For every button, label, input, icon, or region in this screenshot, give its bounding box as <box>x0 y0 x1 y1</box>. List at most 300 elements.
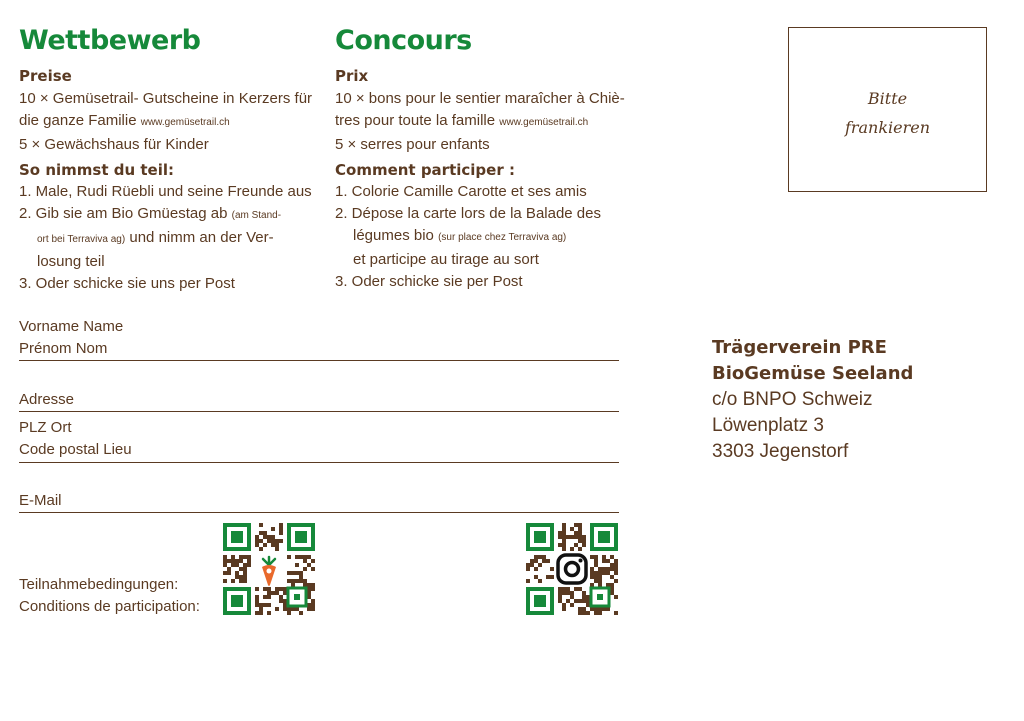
qr-module <box>562 531 566 535</box>
qr-module <box>303 567 307 571</box>
qr-module <box>263 587 267 591</box>
name-label-de: Vorname Name <box>19 318 124 335</box>
qr-module <box>291 583 295 587</box>
qr-module <box>283 591 287 595</box>
recipient-line-3: c/o BNPO Schweiz <box>712 389 873 410</box>
qr-module <box>606 607 610 611</box>
how-heading-fr: Comment participer : <box>335 161 515 179</box>
qr-module <box>562 547 566 551</box>
qr-module <box>610 591 614 595</box>
qr-finder <box>225 525 249 549</box>
qr-module <box>239 567 243 571</box>
qr-module <box>255 539 259 543</box>
qr-module <box>295 555 299 559</box>
qr-module <box>239 579 243 583</box>
qr-module <box>283 599 287 603</box>
qr-module <box>227 567 231 571</box>
qr-module <box>566 535 570 539</box>
qr-module <box>614 559 618 563</box>
qr-module <box>590 571 594 575</box>
qr-module <box>295 571 299 575</box>
qr-finder <box>528 589 552 613</box>
qr-module <box>231 559 235 563</box>
qr-module <box>255 595 259 599</box>
qr-module <box>546 559 550 563</box>
zip-line <box>19 462 619 463</box>
qr-module <box>263 535 267 539</box>
step2-fr-b <box>335 225 601 249</box>
qr-module <box>311 607 315 611</box>
qr-module <box>582 607 586 611</box>
zip-label-fr: Code postal Lieu <box>19 441 132 458</box>
qr-module <box>223 555 227 559</box>
qr-module <box>574 523 578 527</box>
qr-module <box>307 603 311 607</box>
qr-module <box>610 587 614 591</box>
prize1-fr-a: 10 × bons pour le sentier maraîcher à Chiè- <box>335 90 625 107</box>
prizes-heading-de: Preise <box>19 67 72 85</box>
qr-module <box>307 591 311 595</box>
qr-module <box>614 579 618 583</box>
qr-module <box>275 607 279 611</box>
qr-module <box>582 611 586 615</box>
qr-module <box>542 555 546 559</box>
qr-module <box>259 603 263 607</box>
qr-alignment <box>288 588 306 606</box>
prize1-de-a: 10 × Gemüsetrail- Gutscheine in Kerzers für <box>19 90 313 107</box>
qr-module <box>267 539 271 543</box>
steps-de <box>19 181 312 295</box>
qr-module <box>267 591 271 595</box>
qr-module <box>534 567 538 571</box>
qr-module <box>558 543 562 547</box>
qr-module <box>307 587 311 591</box>
qr-module <box>271 527 275 531</box>
qr-module <box>279 587 283 591</box>
qr-module <box>283 603 287 607</box>
step2-de-a-text: 2. Gib sie am Bio Gmüestag ab <box>19 205 228 222</box>
qr-module <box>534 575 538 579</box>
qr-module <box>614 563 618 567</box>
qr-module <box>582 539 586 543</box>
step2-de-b-text: und nimm an der Ver- <box>129 229 274 246</box>
qr-module <box>578 547 582 551</box>
qr-module <box>243 575 247 579</box>
qr-module <box>239 575 243 579</box>
qr-module <box>558 531 562 535</box>
prize1-fr-b-text: tres pour toute la famille <box>335 112 496 129</box>
qr-module <box>279 523 283 527</box>
qr-module <box>255 611 259 615</box>
qr-module <box>558 595 562 599</box>
qr-module <box>594 611 598 615</box>
qr-module <box>299 611 303 615</box>
conditions-fr: Conditions de participation: <box>19 598 200 615</box>
prize2-de: 5 × Gewächshaus für Kinder <box>19 136 209 153</box>
qr-module <box>598 571 602 575</box>
address-field[interactable] <box>19 389 74 411</box>
qr-module <box>578 535 582 539</box>
qr-module <box>235 563 239 567</box>
stamp-line-2: frankieren <box>844 118 931 137</box>
qr-module <box>275 591 279 595</box>
email-line <box>19 512 619 513</box>
qr-module <box>570 591 574 595</box>
qr-module <box>578 523 582 527</box>
qr-module <box>247 563 251 567</box>
qr-module <box>602 555 606 559</box>
qr-module <box>291 571 295 575</box>
qr-module <box>247 555 251 559</box>
qr-module <box>558 535 562 539</box>
carrot-icon <box>262 557 276 586</box>
qr-module <box>574 599 578 603</box>
qr-module <box>303 579 307 583</box>
qr-module <box>227 571 231 575</box>
recipient-address <box>712 335 913 465</box>
qr-module <box>275 539 279 543</box>
qr-module <box>311 603 315 607</box>
qr-module <box>279 599 283 603</box>
qr-module <box>570 547 574 551</box>
qr-module <box>582 543 586 547</box>
qr-module <box>255 543 259 547</box>
qr-module <box>610 555 614 559</box>
qr-module <box>570 595 574 599</box>
prize1-de-url: www.gemüsetrail.ch <box>140 117 230 128</box>
qr-module <box>259 611 263 615</box>
qr-module <box>303 555 307 559</box>
recipient-line-2: BioGemüse Seeland <box>712 363 914 384</box>
qr-code-conditions[interactable] <box>223 523 315 615</box>
qr-module <box>598 611 602 615</box>
qr-module <box>231 563 235 567</box>
qr-module <box>526 567 530 571</box>
qr-finder <box>289 525 313 549</box>
qr-module <box>582 535 586 539</box>
qr-module <box>271 539 275 543</box>
qr-module <box>566 587 570 591</box>
qr-module <box>578 611 582 615</box>
qr-module <box>538 579 542 583</box>
step2-de-note2: ort bei Terraviva ag) <box>37 234 126 245</box>
qr-module <box>546 575 550 579</box>
recipient-line-1: Trägerverein PRE <box>712 337 887 358</box>
qr-module <box>243 579 247 583</box>
qr-module <box>223 563 227 567</box>
recipient-line-5: 3303 Jegenstorf <box>712 441 849 462</box>
qr-module <box>235 571 239 575</box>
name-line <box>19 360 619 361</box>
qr-module <box>279 539 283 543</box>
qr-module <box>538 563 542 567</box>
prizes-fr <box>335 88 625 156</box>
qr-module <box>279 531 283 535</box>
qr-module <box>586 599 590 603</box>
step3-de: 3. Oder schicke sie uns per Post <box>19 275 235 292</box>
qr-module <box>578 587 582 591</box>
qr-module <box>614 611 618 615</box>
qr-module <box>275 543 279 547</box>
zip-field[interactable] <box>19 417 132 461</box>
qr-module <box>558 591 562 595</box>
qr-module <box>247 559 251 563</box>
qr-module <box>542 559 546 563</box>
qr-module <box>590 555 594 559</box>
qr-module <box>598 607 602 611</box>
instagram-icon <box>558 555 586 583</box>
conditions-de: Teilnahmebedingungen: <box>19 576 179 593</box>
qr-module <box>311 599 315 603</box>
qr-module <box>311 583 315 587</box>
qr-module <box>614 571 618 575</box>
qr-module <box>598 579 602 583</box>
qr-module <box>255 587 259 591</box>
qr-module <box>243 571 247 575</box>
step2-de-b <box>19 227 312 251</box>
qr-module <box>578 599 582 603</box>
qr-module <box>606 567 610 571</box>
qr-module <box>558 587 562 591</box>
qr-module <box>562 591 566 595</box>
qr-module <box>562 539 566 543</box>
qr-module <box>223 559 227 563</box>
qr-module <box>586 595 590 599</box>
qr-module <box>267 587 271 591</box>
qr-module <box>578 607 582 611</box>
qr-module <box>283 607 287 611</box>
qr-module <box>594 579 598 583</box>
email-field[interactable] <box>19 490 62 512</box>
qr-module <box>243 567 247 571</box>
qr-module <box>259 523 263 527</box>
step2-de-note1: (am Stand- <box>231 210 282 221</box>
qr-module <box>227 559 231 563</box>
qr-module <box>582 591 586 595</box>
qr-module <box>594 559 598 563</box>
qr-module <box>307 595 311 599</box>
qr-module <box>231 555 235 559</box>
qr-module <box>598 575 602 579</box>
qr-module <box>287 579 291 583</box>
qr-module <box>295 579 299 583</box>
prize1-fr-b <box>335 110 625 134</box>
qr-module <box>267 603 271 607</box>
qr-module <box>299 575 303 579</box>
qr-module <box>299 579 303 583</box>
qr-module <box>562 527 566 531</box>
qr-module <box>550 575 554 579</box>
qr-module <box>562 607 566 611</box>
step1-de: 1. Male, Rudi Rüebli und seine Freunde aus <box>19 183 312 200</box>
qr-module <box>283 587 287 591</box>
qr-module <box>594 571 598 575</box>
qr-module <box>307 563 311 567</box>
qr-module <box>598 567 602 571</box>
qr-module <box>263 603 267 607</box>
qr-module <box>534 559 538 563</box>
qr-module <box>255 535 259 539</box>
qr-module <box>255 599 259 603</box>
qr-module <box>614 595 618 599</box>
qr-module <box>291 607 295 611</box>
qr-module <box>578 527 582 531</box>
qr-module <box>263 595 267 599</box>
qr-module <box>287 555 291 559</box>
qr-module <box>255 603 259 607</box>
qr-module <box>594 563 598 567</box>
prizes-heading-fr: Prix <box>335 67 369 85</box>
qr-module <box>223 579 227 583</box>
qr-module <box>570 527 574 531</box>
qr-module <box>574 531 578 535</box>
qr-module <box>287 571 291 575</box>
qr-module <box>614 567 618 571</box>
qr-module <box>263 543 267 547</box>
qr-module <box>259 547 263 551</box>
qr-module <box>606 571 610 575</box>
qr-module <box>606 583 610 587</box>
qr-module <box>562 587 566 591</box>
qr-module <box>582 595 586 599</box>
qr-module <box>279 595 283 599</box>
prize1-de-b <box>19 110 312 134</box>
qr-module <box>562 603 566 607</box>
step2-fr-a: 2. Dépose la carte lors de la Balade des <box>335 205 601 222</box>
qr-module <box>307 555 311 559</box>
qr-module <box>590 567 594 571</box>
qr-module <box>602 559 606 563</box>
qr-module <box>526 563 530 567</box>
qr-module <box>299 555 303 559</box>
qr-module <box>610 575 614 579</box>
address-line <box>19 411 619 412</box>
qr-module <box>223 571 227 575</box>
qr-module <box>574 587 578 591</box>
steps-fr <box>335 181 601 293</box>
qr-module <box>231 579 235 583</box>
qr-module <box>259 539 263 543</box>
qr-module <box>534 555 538 559</box>
qr-module <box>594 555 598 559</box>
qr-module <box>610 563 614 567</box>
qr-module <box>235 575 239 579</box>
qr-module <box>267 595 271 599</box>
qr-module <box>239 559 243 563</box>
step2-fr-c: et participe au tirage au sort <box>353 251 539 268</box>
name-field[interactable] <box>19 316 123 360</box>
qr-module <box>267 611 271 615</box>
qr-module <box>526 579 530 583</box>
qr-module <box>275 587 279 591</box>
recipient-line-4: Löwenplatz 3 <box>712 415 824 436</box>
qr-module <box>235 559 239 563</box>
name-label-fr: Prénom Nom <box>19 340 108 357</box>
step2-de-c: losung teil <box>37 253 105 270</box>
qr-module <box>586 611 590 615</box>
qr-module <box>279 527 283 531</box>
qr-module <box>570 603 574 607</box>
qr-module <box>562 523 566 527</box>
qr-module <box>578 531 582 535</box>
qr-module <box>574 543 578 547</box>
qr-module <box>602 607 606 611</box>
qr-module <box>287 611 291 615</box>
qr-module <box>303 583 307 587</box>
qr-module <box>263 531 267 535</box>
step3-fr: 3. Oder schicke sie per Post <box>335 273 523 290</box>
qr-module <box>530 559 534 563</box>
qr-module <box>259 531 263 535</box>
qr-module <box>271 535 275 539</box>
stamp-line-1: Bitte <box>867 89 908 108</box>
qr-module <box>558 599 562 603</box>
qr-module <box>271 543 275 547</box>
qr-module <box>307 607 311 611</box>
qr-code-instagram[interactable] <box>526 523 618 615</box>
zip-label-de: PLZ Ort <box>19 419 72 436</box>
qr-module <box>287 607 291 611</box>
email-label: E-Mail <box>19 492 62 509</box>
step2-fr-note: (sur place chez Terraviva ag) <box>438 232 567 243</box>
qr-module <box>602 571 606 575</box>
qr-module <box>311 567 315 571</box>
address-label: Adresse <box>19 391 75 408</box>
prize1-fr-url: www.gemüsetrail.ch <box>499 117 589 128</box>
qr-module <box>239 555 243 559</box>
qr-module <box>259 607 263 611</box>
qr-module <box>275 547 279 551</box>
qr-module <box>590 583 594 587</box>
qr-module <box>307 583 311 587</box>
prize1-de-b-text: die ganze Familie <box>19 112 137 129</box>
prize2-fr: 5 × serres pour enfants <box>335 136 490 153</box>
qr-module <box>299 571 303 575</box>
qr-finder <box>592 525 616 549</box>
conditions <box>19 574 200 618</box>
qr-module <box>530 563 534 567</box>
qr-module <box>610 583 614 587</box>
qr-module <box>594 607 598 611</box>
qr-module <box>582 599 586 603</box>
qr-module <box>291 579 295 583</box>
qr-alignment <box>591 588 609 606</box>
qr-module <box>538 555 542 559</box>
qr-module <box>610 567 614 571</box>
qr-module <box>243 563 247 567</box>
qr-module <box>311 559 315 563</box>
step1-fr: 1. Colorie Camille Carotte et ses amis <box>335 183 587 200</box>
qr-module <box>303 559 307 563</box>
step2-de-a <box>19 203 312 227</box>
qr-module <box>550 567 554 571</box>
title-de: Wettbewerb <box>19 25 201 56</box>
step2-fr-b-text: légumes bio <box>353 227 434 244</box>
qr-finder <box>225 589 249 613</box>
qr-module <box>562 535 566 539</box>
qr-module <box>566 591 570 595</box>
prizes-de <box>19 88 312 156</box>
qr-module <box>594 575 598 579</box>
title-fr: Concours <box>335 25 472 56</box>
qr-module <box>598 583 602 587</box>
qr-module <box>271 591 275 595</box>
qr-module <box>574 535 578 539</box>
qr-module <box>602 567 606 571</box>
qr-module <box>295 563 299 567</box>
qr-module <box>606 559 610 563</box>
qr-module <box>566 599 570 603</box>
